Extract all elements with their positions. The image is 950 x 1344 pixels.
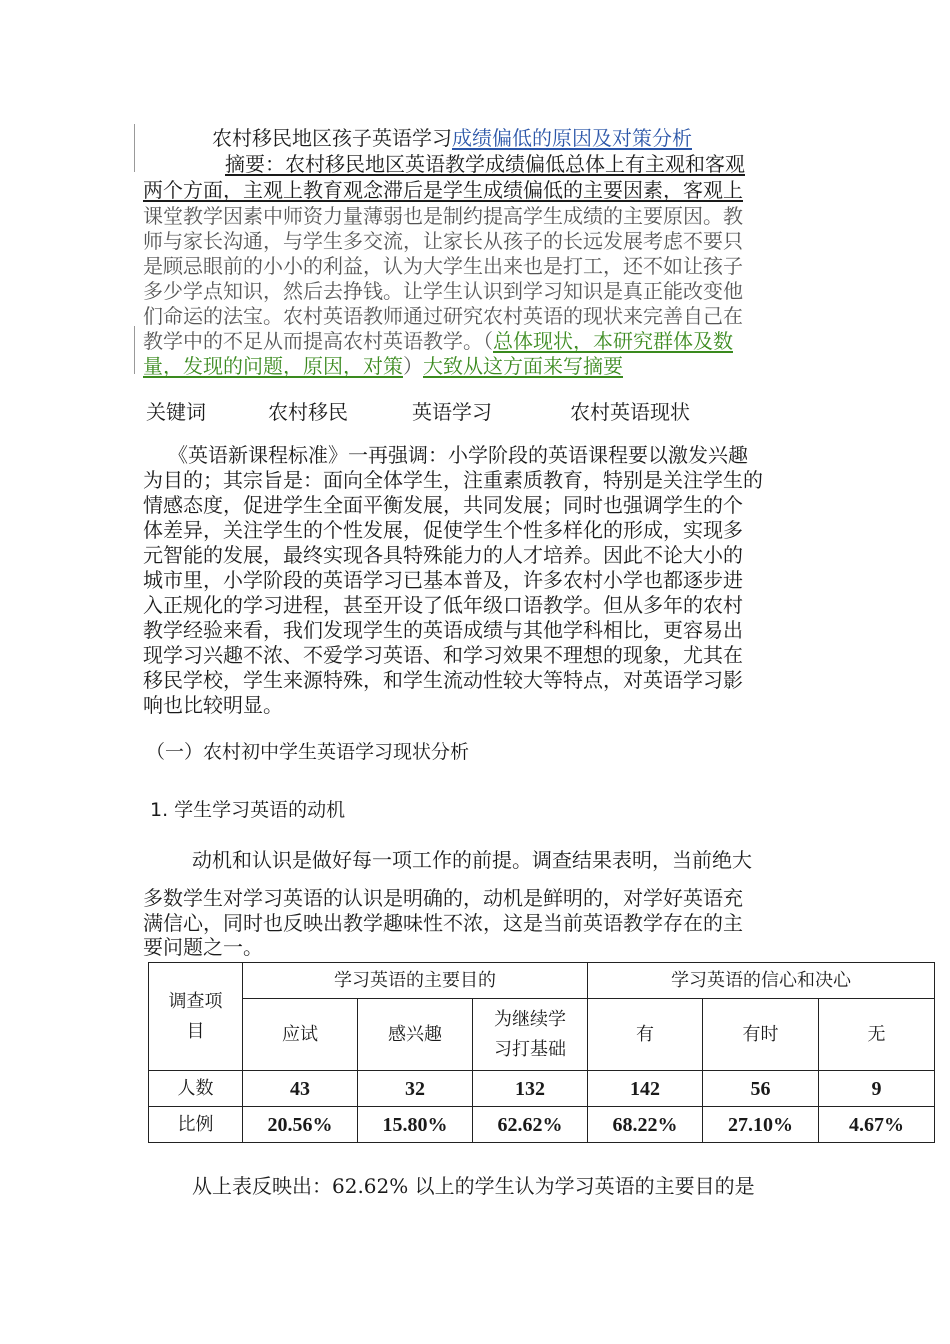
intro-line-7: 入正规化的学习进程，甚至开设了低年级口语教学。但从多年的农村 [143, 593, 743, 617]
table-group-purpose: 学习英语的主要目的 [243, 963, 588, 999]
title-plain: 农村移民地区孩子英语学习 [212, 126, 452, 150]
intro-line-11: 响也比较明显。 [143, 693, 283, 717]
motivation-line-3: 满信心，同时也反映出教学趣味性不浓，这是当前英语教学存在的主 [143, 911, 743, 935]
table-cell: 62.62% [473, 1107, 588, 1143]
abstract-line-9 [143, 354, 623, 379]
table-corner-cell [149, 963, 243, 1071]
abstract-line-6: 多少学点知识，然后去挣钱。让学生认识到学习知识是真正能改变他 [143, 279, 743, 303]
table-cell: 20.56% [243, 1107, 358, 1143]
table-cell: 9 [819, 1071, 935, 1107]
subsection-heading: 1. 学生学习英语的动机 [150, 799, 346, 821]
abstract-note-link-1[interactable]: 总体现状，本研究群体及数 [493, 329, 733, 353]
keyword-1: 农村移民 [268, 400, 348, 424]
abstract-line-2: 两个方面，主观上教育观念滞后是学生成绩偏低的主要因素，客观上 [143, 178, 743, 202]
abstract-line-3: 课堂教学因素中师资力量薄弱也是制约提高学生成绩的主要原因。教 [143, 204, 743, 228]
table-row [149, 1071, 935, 1107]
keyword-2: 英语学习 [412, 400, 492, 424]
table-cell: 68.22% [588, 1107, 703, 1143]
table-header-exam: 应试 [243, 999, 358, 1071]
table-row-label-ratio: 比例 [149, 1107, 243, 1143]
abstract-line-8 [143, 329, 733, 354]
intro-line-9: 现学习兴趣不浓、不爱学习英语、和学习效果不理想的现象，尤其在 [143, 643, 743, 667]
intro-line-2: 为目的；其宗旨是：面向全体学生，注重素质教育，特别是关注学生的 [143, 468, 763, 492]
table-header-no: 无 [819, 999, 935, 1071]
abstract-note-link-2[interactable]: 量，发现的问题，原因，对策 [143, 354, 403, 378]
table-row-label-count: 人数 [149, 1071, 243, 1107]
table-corner-line-1: 调查项 [168, 990, 223, 1012]
margin-bar-bottom [134, 326, 135, 374]
abstract-line-5: 是顾忌眼前的小小的利益，认为大学生出来也是打工，还不如让孩子 [143, 254, 743, 278]
table-cell: 132 [473, 1071, 588, 1107]
table-header-foundation-line-1: 为继续学 [494, 1008, 566, 1030]
title-link[interactable]: 成绩偏低的原因及对策分析 [452, 126, 692, 150]
table-header-foundation [473, 999, 588, 1071]
table-cell: 15.80% [358, 1107, 473, 1143]
motivation-line-1: 动机和认识是做好每一项工作的前提。调查结果表明，当前绝大 [192, 848, 752, 872]
abstract-note-link-3[interactable]: 大致从这方面来写摘要 [423, 354, 623, 378]
table-header-interest: 感兴趣 [358, 999, 473, 1071]
intro-line-5: 元智能的发展，最终实现各具特殊能力的人才培养。因此不论大小的 [143, 543, 743, 567]
intro-line-10: 移民学校，学生来源特殊，和学生流动性较大等特点，对英语学习影 [143, 668, 743, 692]
table-cell: 56 [703, 1071, 819, 1107]
section-heading: （一）农村初中学生英语学习现状分析 [146, 741, 470, 763]
intro-line-1: 《英语新课程标准》一再强调：小学阶段的英语课程要以激发兴趣 [168, 443, 748, 467]
abstract-line-4: 师与家长沟通，与学生多交流，让家长从孩子的长远发展考虑不要只 [143, 229, 743, 253]
intro-line-4: 体差异，关注学生的个性发展，促使学生个性多样化的形成，实现多 [143, 518, 743, 542]
keywords-label: 关键词 [146, 400, 206, 424]
motivation-line-4: 要问题之一。 [143, 935, 263, 959]
table-cell: 43 [243, 1071, 358, 1107]
table-header-sometimes: 有时 [703, 999, 819, 1071]
intro-line-8: 教学经验来看，我们发现学生的英语成绩与其他学科相比，更容易出 [143, 618, 743, 642]
abstract-line-1: 摘要：农村移民地区英语教学成绩偏低总体上有主观和客观 [225, 152, 745, 176]
table-cell: 27.10% [703, 1107, 819, 1143]
table-row [149, 1107, 935, 1143]
table-corner-line-2: 目 [186, 1020, 205, 1042]
table-cell: 142 [588, 1071, 703, 1107]
table-header-yes: 有 [588, 999, 703, 1071]
intro-line-3: 情感态度，促进学生全面平衡发展，共同发展；同时也强调学生的个 [143, 493, 743, 517]
table-cell: 4.67% [819, 1107, 935, 1143]
conclusion-line-1: 从上表反映出：62.62% 以上的学生认为学习英语的主要目的是 [192, 1174, 755, 1198]
abstract-line-7: 们命运的法宝。农村英语教师通过研究农村英语的现状来完善自己在 [143, 304, 743, 328]
abstract-paren: ） [403, 354, 423, 378]
table-group-confidence: 学习英语的信心和决心 [588, 963, 935, 999]
intro-line-6: 城市里，小学阶段的英语学习已基本普及，许多农村小学也都逐步进 [143, 568, 743, 592]
survey-table [148, 962, 935, 1143]
motivation-line-2: 多数学生对学习英语的认识是明确的，动机是鲜明的，对学好英语充 [143, 886, 743, 910]
page-title [212, 126, 692, 151]
abstract-line-8-text: 教学中的不足从而提高农村英语教学。（ [143, 329, 493, 353]
table-header-foundation-line-2: 习打基础 [494, 1038, 566, 1060]
keyword-3: 农村英语现状 [570, 400, 690, 424]
table-cell: 32 [358, 1071, 473, 1107]
margin-bar-top [134, 124, 135, 172]
